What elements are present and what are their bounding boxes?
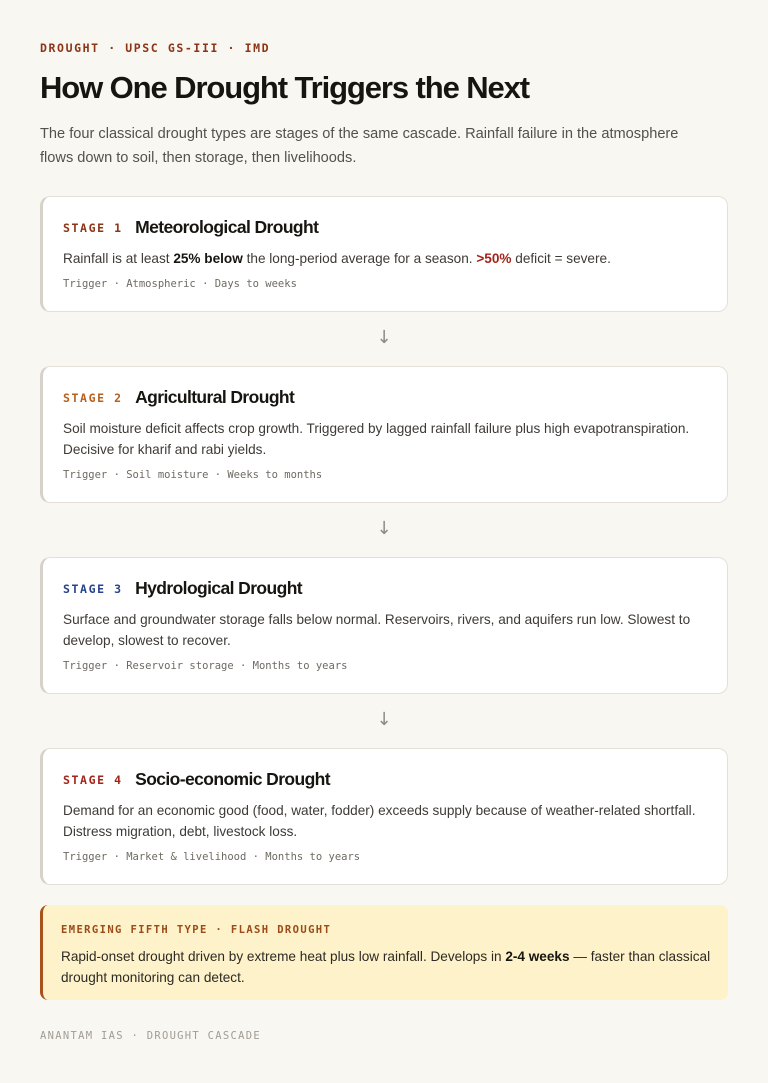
stage-meta: Trigger · Reservoir storage · Months to years: [63, 660, 348, 672]
stage-description: Surface and groundwater storage falls below normal. Reservoirs, rivers, and aquifers run low. Slowest to develop, slowest to recover.: [63, 612, 691, 648]
callout-text: — faster than classical drought monitoring can detect.: [61, 949, 711, 985]
stage-name: Socio-economic Drought: [135, 769, 330, 789]
stage-card-2: [40, 366, 728, 503]
stage-label: STAGE 2: [63, 390, 123, 405]
stage-meta: Trigger · Soil moisture · Weeks to months: [63, 469, 323, 481]
stage-name: Meteorological Drought: [135, 217, 319, 237]
kicker: DROUGHT · UPSC GS-III · IMD: [40, 41, 271, 55]
callout-text: Rapid-onset drought driven by extreme heat plus low rainfall. Develops in: [61, 949, 506, 964]
stage-meta: Trigger · Market & livelihood · Months to years: [63, 851, 361, 863]
stage-label: STAGE 4: [63, 772, 123, 787]
stage-name: Agricultural Drought: [135, 387, 295, 407]
callout-title: EMERGING FIFTH TYPE · FLASH DROUGHT: [61, 924, 332, 936]
stage-card-3: [40, 557, 728, 694]
severe-threshold: >50%: [476, 251, 512, 266]
desc-text: deficit = severe.: [511, 251, 611, 266]
stage-name: Hydrological Drought: [135, 578, 303, 598]
stage-label: STAGE 3: [63, 581, 123, 596]
down-arrow-icon: ↓: [376, 518, 392, 539]
stage-description: Demand for an economic good (food, water, fodder) exceeds supply because of weather-related shortfall. Distress migration, debt, livestock loss.: [63, 803, 696, 839]
flash-drought-callout: [40, 905, 728, 1000]
intro-paragraph: The four classical drought types are stages of the same cascade. Rainfall failure in the atmosphere flows down to soil, then storage, then livelihoods.: [40, 126, 679, 166]
stage-label: STAGE 1: [63, 220, 123, 235]
desc-text: the long-period average for a season.: [242, 251, 477, 266]
stage-description: [63, 248, 708, 269]
down-arrow-icon: ↓: [376, 709, 392, 730]
stage-card-4: [40, 748, 728, 885]
desc-highlight: 25% below: [173, 251, 243, 266]
callout-highlight: 2-4 weeks: [505, 949, 570, 964]
down-arrow-icon: ↓: [376, 327, 392, 348]
page-title: How One Drought Triggers the Next: [40, 70, 530, 105]
stage-meta: Trigger · Atmospheric · Days to weeks: [63, 278, 297, 290]
desc-text: Rainfall is at least: [63, 251, 174, 266]
footer: ANANTAM IAS · DROUGHT CASCADE: [40, 1030, 262, 1042]
stage-description: Soil moisture deficit affects crop growth. Triggered by lagged rainfall failure plus high evapotranspiration. Decisive for kharif and rabi yields.: [63, 421, 690, 457]
stage-card-1: [40, 196, 728, 312]
callout-body: [61, 946, 711, 988]
